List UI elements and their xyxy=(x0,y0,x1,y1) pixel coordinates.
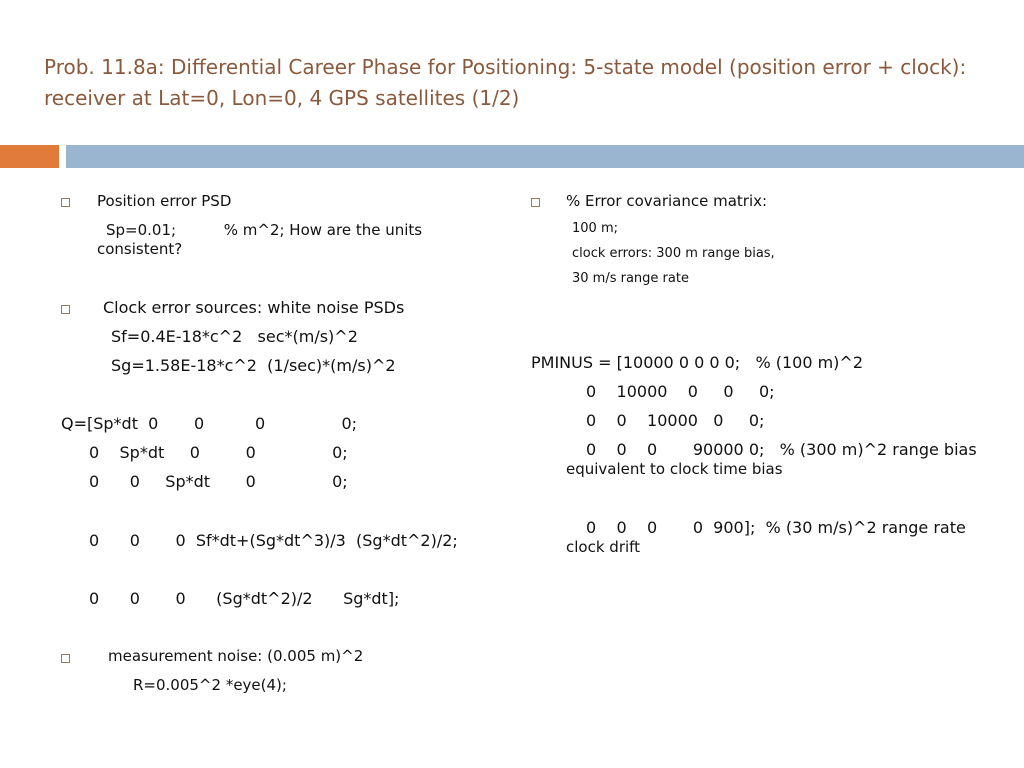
accent-bar-orange xyxy=(0,145,59,168)
pminus-row-1: PMINUS = [10000 0 0 0 0; % (100 m)^2 xyxy=(531,353,864,372)
slide-title-line-2: receiver at Lat=0, Lon=0, 4 GPS satellites (1/2) xyxy=(44,86,520,110)
q-matrix-row-2: 0 Sp*dt 0 0 0; xyxy=(89,443,348,462)
bullet-icon xyxy=(531,198,540,207)
slide-title xyxy=(44,52,1004,114)
covariance-sub-1: 100 m; xyxy=(572,221,618,236)
pminus-row-4: 0 0 0 90000 0; % (300 m)^2 range bias xyxy=(586,440,977,459)
slide-title-line-1: Prob. 11.8a: Differential Career Phase for Positioning: 5-state model (position error + clock): xyxy=(44,55,967,79)
bullet-icon xyxy=(61,654,70,663)
q-matrix-row-4: 0 0 0 Sf*dt+(Sg*dt^3)/3 (Sg*dt^2)/2; xyxy=(89,531,458,550)
covariance-heading: % Error covariance matrix: xyxy=(566,192,768,210)
psd-heading: Position error PSD xyxy=(97,192,232,210)
clock-heading: Clock error sources: white noise PSDs xyxy=(103,298,405,317)
q-matrix-row-1: Q=[Sp*dt 0 0 0 0; xyxy=(61,414,358,433)
q-matrix-row-5: 0 0 0 (Sg*dt^2)/2 Sg*dt]; xyxy=(89,589,400,608)
r-line: R=0.005^2 *eye(4); xyxy=(133,676,287,694)
pminus-row-3: 0 0 10000 0 0; xyxy=(586,411,765,430)
pminus-row-2: 0 10000 0 0 0; xyxy=(586,382,775,401)
pminus-row-4-continued: equivalent to clock time bias xyxy=(566,460,783,478)
accent-bar-blue xyxy=(66,145,1024,168)
bullet-icon xyxy=(61,198,70,207)
covariance-sub-3: 30 m/s range rate xyxy=(572,271,689,286)
bullet-icon xyxy=(61,305,70,314)
sf-line: Sf=0.4E-18*c^2 sec*(m/s)^2 xyxy=(111,327,358,346)
pminus-row-5-continued: clock drift xyxy=(566,538,641,556)
measurement-noise-heading: measurement noise: (0.005 m)^2 xyxy=(108,647,364,665)
sp-line-continued: consistent? xyxy=(97,240,183,258)
sp-line: Sp=0.01; % m^2; How are the units xyxy=(106,221,423,239)
covariance-sub-2: clock errors: 300 m range bias, xyxy=(572,246,775,261)
sg-line: Sg=1.58E-18*c^2 (1/sec)*(m/s)^2 xyxy=(111,356,396,375)
q-matrix-row-3: 0 0 Sp*dt 0 0; xyxy=(89,472,348,491)
pminus-row-5: 0 0 0 0 900]; % (30 m/s)^2 range rate xyxy=(586,518,966,537)
